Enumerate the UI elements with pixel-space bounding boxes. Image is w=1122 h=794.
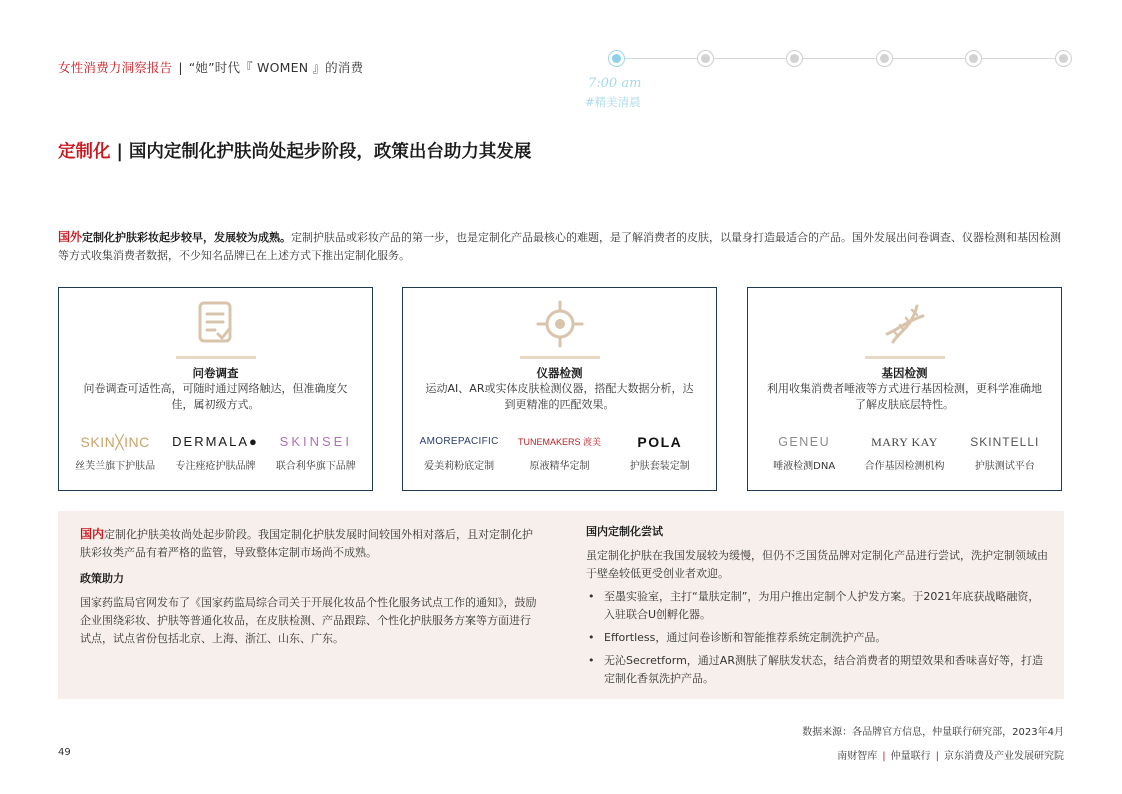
method-card-questionnaire bbox=[58, 287, 373, 491]
brand-item bbox=[610, 431, 709, 472]
intro-lead-red: 国外 bbox=[58, 230, 83, 244]
timeline-dot[interactable] bbox=[697, 50, 714, 67]
policy-text: 国家药监局官网发布了《国家药监局综合司关于开展化妆品个性化服务试点工作的通知》，鼓励企业围绕彩妆、护肤等普通化妆品，在皮肤检测、产品跟踪、个性化护肤服务方案等方面进行试点，试点省份包括北京、上海、浙江、山东、广东。 bbox=[80, 596, 537, 645]
domestic-lead-red: 国内 bbox=[80, 527, 105, 541]
card-title: 问卷调查 bbox=[192, 366, 239, 380]
attempts-intro: 虽定制化护肤在我国发展较为缓慢，但仍不乏国货品牌对定制化产品进行尝试，洗护定制领域由于壁垒较低更受创业者欢迎。 bbox=[586, 549, 1048, 580]
brand-list bbox=[754, 431, 1055, 472]
brand-label: 合作基因检测机构 bbox=[864, 461, 945, 472]
card-title: 基因检测 bbox=[881, 366, 928, 380]
list-item: • 无沁Secretform，通过AR测肤了解肤发状态，结合消费者的期望效果和香味喜好等，打造定制化香氛洗护产品。 bbox=[586, 652, 1048, 688]
brand-logo-marykay: MARY KAY bbox=[871, 435, 938, 449]
header-separator: | bbox=[178, 60, 183, 75]
method-card-instrument bbox=[402, 287, 717, 491]
brand-item bbox=[955, 431, 1054, 472]
timeline-line bbox=[616, 58, 1060, 59]
card-description: 问卷调查可适性高，可随时通过网络触达，但准确度欠佳，属初级方式。 bbox=[83, 382, 348, 411]
brand-logo-amorepacific: AMOREPACIFIC bbox=[419, 436, 499, 447]
attempts-heading: 国内定制化尝试 bbox=[586, 525, 663, 538]
footer-separator: | bbox=[882, 751, 886, 762]
brand-logo-geneu: GENEU bbox=[778, 435, 831, 449]
brand-logo-tunemakers: TUNEMAKERS 渡美 bbox=[517, 437, 601, 447]
timeline-dot-active[interactable] bbox=[608, 50, 625, 67]
intro-lead-bold: 定制化护肤彩妆起步较早，发展较为成熟。 bbox=[82, 231, 292, 244]
brand-logo-dermala: DERMALA● bbox=[172, 434, 259, 449]
policy-heading: 政策助力 bbox=[80, 572, 124, 585]
report-name: 女性消费力洞察报告 bbox=[58, 60, 173, 75]
timeline-dot[interactable] bbox=[786, 50, 803, 67]
brand-item bbox=[855, 431, 954, 472]
page-number: 49 bbox=[58, 747, 71, 758]
brand-logo-skintelli: SKINTELLI bbox=[970, 435, 1040, 449]
brand-label: 护肤套装定制 bbox=[629, 461, 690, 472]
footer-org: 南财智库 bbox=[837, 751, 878, 762]
domestic-panel bbox=[58, 511, 1064, 699]
footer-separator: | bbox=[935, 751, 939, 762]
domestic-paragraph bbox=[80, 525, 540, 562]
title-text: 国内定制化护肤尚处起步阶段，政策出台助力其发展 bbox=[128, 142, 532, 162]
footer-org: 京东消费及产业发展研究院 bbox=[944, 751, 1064, 762]
card-underline bbox=[176, 356, 256, 359]
timeline-dot[interactable] bbox=[965, 50, 982, 67]
report-subtitle: “她”时代『 WOMEN 』的消费 bbox=[188, 60, 364, 75]
timeline bbox=[608, 50, 1068, 70]
checklist-icon bbox=[190, 298, 242, 350]
brand-list bbox=[65, 431, 366, 472]
title-separator: | bbox=[116, 142, 123, 162]
brand-label: 爱美莉粉底定制 bbox=[424, 461, 495, 472]
brand-item bbox=[510, 431, 609, 472]
brand-label: 丝芙兰旗下护肤品 bbox=[75, 461, 156, 472]
brand-item bbox=[66, 431, 165, 472]
target-icon bbox=[534, 298, 586, 350]
timeline-dot[interactable] bbox=[1055, 50, 1072, 67]
timeline-tag: #精美清晨 bbox=[585, 95, 641, 109]
brand-logo-skininc: SKIN╳INC bbox=[80, 434, 150, 450]
card-underline bbox=[865, 356, 945, 359]
brand-item bbox=[410, 431, 509, 472]
domestic-column bbox=[80, 525, 540, 648]
brand-label: 唾液检测DNA bbox=[773, 461, 836, 472]
intro-paragraph bbox=[58, 228, 1068, 265]
list-item: • Effortless，通过问卷诊断和智能推荐系统定制洗护产品。 bbox=[586, 629, 1048, 647]
brand-list bbox=[409, 431, 710, 472]
brand-item bbox=[266, 431, 365, 472]
card-description: 利用收集消费者唾液等方式进行基因检测，更科学准确地了解皮肤底层特性。 bbox=[767, 382, 1042, 411]
dna-icon bbox=[879, 298, 931, 350]
timeline-time: 7:00 am bbox=[588, 76, 642, 91]
footer-org: 仲量联行 bbox=[890, 751, 931, 762]
brand-label: 原液精华定制 bbox=[529, 461, 590, 472]
page-title bbox=[58, 138, 531, 163]
brand-logo-skinsei: SKINSEI bbox=[279, 434, 352, 449]
brand-item bbox=[755, 431, 854, 472]
attempts-column bbox=[586, 523, 1048, 688]
brand-label: 护肤测试平台 bbox=[974, 461, 1035, 472]
timeline-dot[interactable] bbox=[876, 50, 893, 67]
brand-item bbox=[166, 431, 265, 472]
brand-logo-pola: POLA bbox=[637, 434, 683, 450]
card-title: 仪器检测 bbox=[536, 366, 583, 380]
list-item: • 至墨实验室，主打“量肤定制”，为用户推出定制个人护发方案。于2021年底获战略融资，入驻联合U创孵化器。 bbox=[586, 588, 1048, 624]
attempts-list bbox=[586, 588, 1048, 688]
title-keyword: 定制化 bbox=[58, 142, 111, 162]
brand-label: 联合利华旗下品牌 bbox=[275, 461, 356, 472]
brand-label: 专注痤疮护肤品牌 bbox=[175, 461, 256, 472]
report-header bbox=[58, 58, 363, 76]
card-description: 运动AI、AR或实体皮肤检测仪器，搭配大数据分析，达到更精准的匹配效果。 bbox=[425, 382, 694, 411]
card-underline bbox=[520, 356, 600, 359]
domestic-lead-text: 定制化护肤美妆尚处起步阶段。我国定制化护肤发展时间较国外相对落后，且对定制化护肤彩妆类产品有着严格的监管，导致整体定制市场尚不成熟。 bbox=[80, 528, 534, 559]
footer-orgs bbox=[837, 747, 1064, 762]
data-source: 数据来源：各品牌官方信息，仲量联行研究部，2023年4月 bbox=[802, 727, 1064, 738]
method-card-gene bbox=[747, 287, 1062, 491]
intro-body: 定制护肤品或彩妆产品的第一步，也是定制化产品最核心的难题，是了解消费者的皮肤，以量身打造最适合的产品。国外发展出问卷调查、仪器检测和基因检测等方式收集消费者数据，不少知名品牌已在上述方式下推出定制化服务。 bbox=[58, 231, 1062, 262]
